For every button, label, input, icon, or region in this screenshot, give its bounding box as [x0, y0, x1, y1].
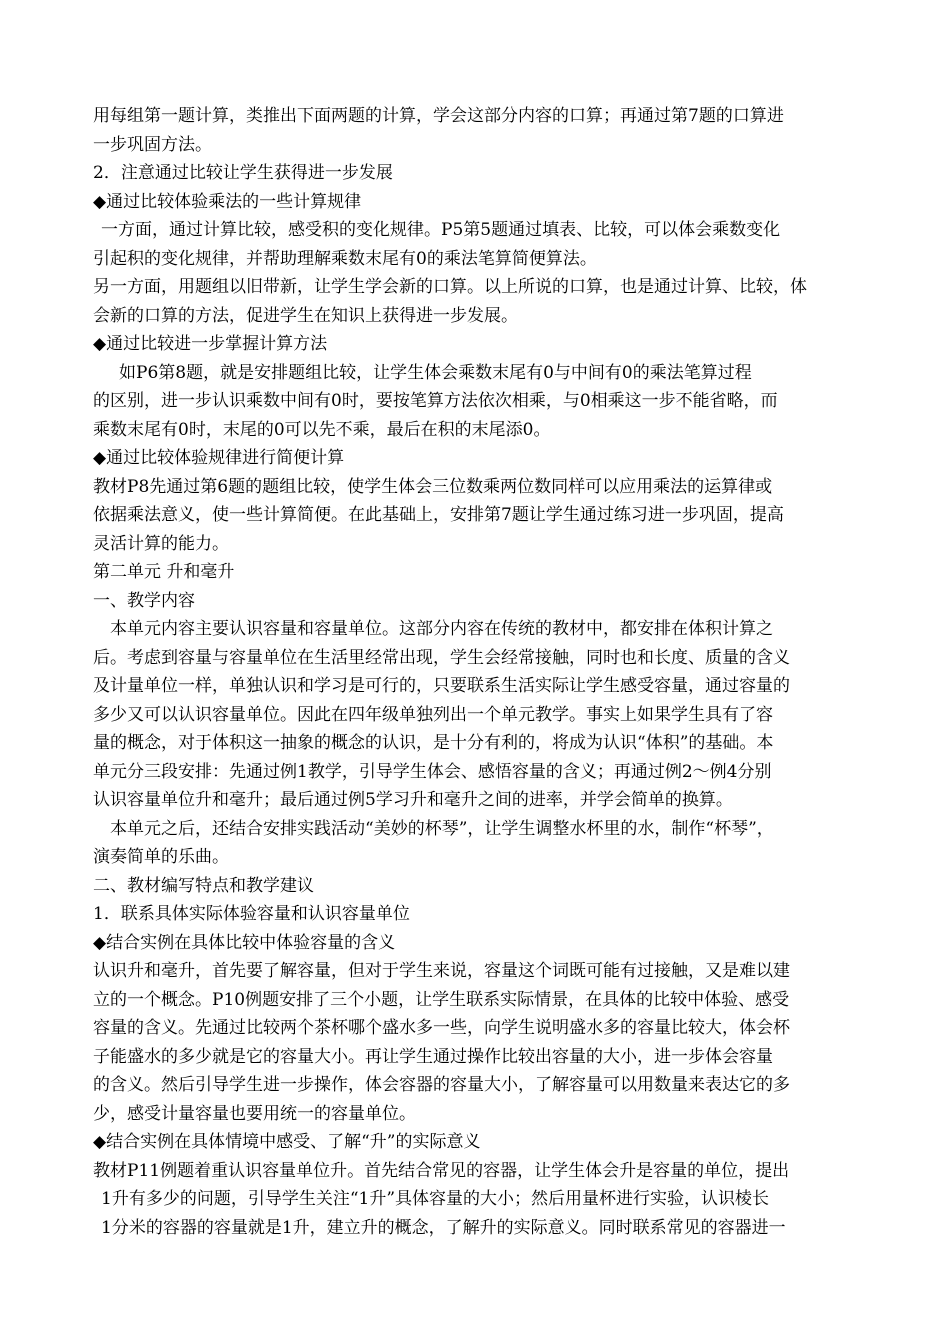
text-line: 演奏简单的乐曲。 [93, 847, 229, 867]
document-page [93, 102, 859, 1242]
text-line: 少，感受计量容量也要用统一的容量单位。 [93, 1103, 416, 1124]
text-line: 乘数末尾有0时，末尾的0可以先不乘，最后在积的末尾添0。 [93, 419, 551, 440]
text-line: 本单元内容主要认识容量和容量单位。这部分内容在传统的教材中，都安排在体积计算之 [110, 619, 773, 639]
text-line: 2．注意通过比较让学生获得进一步发展 [93, 163, 393, 183]
text-line: ◆结合实例在具体情境中感受、了解“升”的实际意义 [93, 1132, 481, 1152]
text-line: 认识容量单位升和毫升；最后通过例5学习升和毫升之间的进率，并学会简单的换算。 [93, 790, 733, 810]
text-line: 另一方面，用题组以旧带新，让学生学会新的口算。以上所说的口算，也是通过计算、比较，体 [93, 277, 807, 297]
text-line: 的区别，进一步认识乘数中间有0时，要按笔算方法依次相乘，与0相乘这一步不能省略，而 [93, 391, 778, 411]
text-line: 1．联系具体实际体验容量和认识容量单位 [93, 904, 410, 924]
text-line: 引起积的变化规律，并帮助理解乘数末尾有0的乘法笔算简便算法。 [93, 248, 597, 269]
text-line: 的含义。然后引导学生进一步操作，体会容器的容量大小，了解容量可以用数量来表达它的多 [93, 1075, 790, 1095]
text-line: ◆通过比较体验乘法的一些计算规律 [93, 191, 362, 212]
text-line: 1分米的容器的容量就是1升，建立升的概念，了解升的实际意义。同时联系常见的容器进一 [101, 1217, 786, 1238]
text-line: 第二单元 升和毫升 [93, 562, 235, 582]
text-line: 本单元之后，还结合安排实践活动“美妙的杯琴”，让学生调整水杯里的水，制作“杯琴”， [110, 818, 774, 839]
text-line: 教材P8先通过第6题的题组比较，使学生体会三位数乘两位数同样可以应用乘法的运算律或 [93, 476, 773, 497]
text-line: 一、教学内容 [93, 590, 195, 611]
text-line: 单元分三段安排：先通过例1教学，引导学生体会、感悟容量的含义；再通过例2～例4分别 [93, 761, 772, 782]
text-line: 会新的口算的方法，促进学生在知识上获得进一步发展。 [93, 305, 518, 326]
text-line: ◆通过比较体验规律进行简便计算 [93, 448, 345, 468]
text-line: 子能盛水的多少就是它的容量大小。再让学生通过操作比较出容量的大小，进一步体会容量 [93, 1046, 773, 1067]
text-line: 一方面，通过计算比较，感受积的变化规律。P5第5题通过填表、比较，可以体会乘数变化 [101, 220, 781, 240]
text-line: 多少又可以认识容量单位。因此在四年级单独列出一个单元教学。事实上如果学生具有了容 [93, 704, 773, 725]
text-line: 1升有多少的问题，引导学生关注“1升”具体容量的大小；然后用量杯进行实验，认识棱长 [101, 1189, 770, 1209]
text-line: ◆通过比较进一步掌握计算方法 [93, 334, 328, 354]
text-line: 及计量单位一样，单独认识和学习是可行的，只要联系生活实际让学生感受容量，通过容量的 [93, 676, 790, 696]
text-line: 后。考虑到容量与容量单位在生活里经常出现，学生会经常接触，同时也和长度、质量的含义 [93, 647, 790, 668]
text-line: 依据乘法意义，使一些计算简便。在此基础上，安排第7题让学生通过练习进一步巩固，提高 [93, 505, 784, 525]
text-line: 立的一个概念。P10例题安排了三个小题，让学生联系实际情景，在具体的比较中体验、感受 [93, 989, 790, 1010]
text-line: 认识升和毫升，首先要了解容量，但对于学生来说，容量这个词既可能有过接触，又是难以建 [93, 961, 790, 981]
text-line: 容量的含义。先通过比较两个茶杯哪个盛水多一些，向学生说明盛水多的容量比较大，体会杯 [93, 1018, 790, 1038]
text-line: 如P6第8题，就是安排题组比较，让学生体会乘数末尾有0与中间有0的乘法笔算过程 [119, 362, 752, 383]
text-line: ◆结合实例在具体比较中体验容量的含义 [93, 932, 396, 953]
text-line: 一步巩固方法。 [93, 134, 212, 155]
text-line: 二、教材编写特点和教学建议 [93, 875, 314, 896]
text-line: 教材P11例题着重认识容量单位升。首先结合常见的容器，让学生体会升是容量的单位，提出 [93, 1160, 790, 1181]
text-line: 灵活计算的能力。 [93, 533, 229, 554]
text-line: 量的概念，对于体积这一抽象的概念的认识，是十分有利的，将成为认识“体积”的基础。本 [93, 733, 774, 753]
text-line: 用每组第一题计算，类推出下面两题的计算，学会这部分内容的口算；再通过第7题的口算进 [93, 106, 784, 126]
